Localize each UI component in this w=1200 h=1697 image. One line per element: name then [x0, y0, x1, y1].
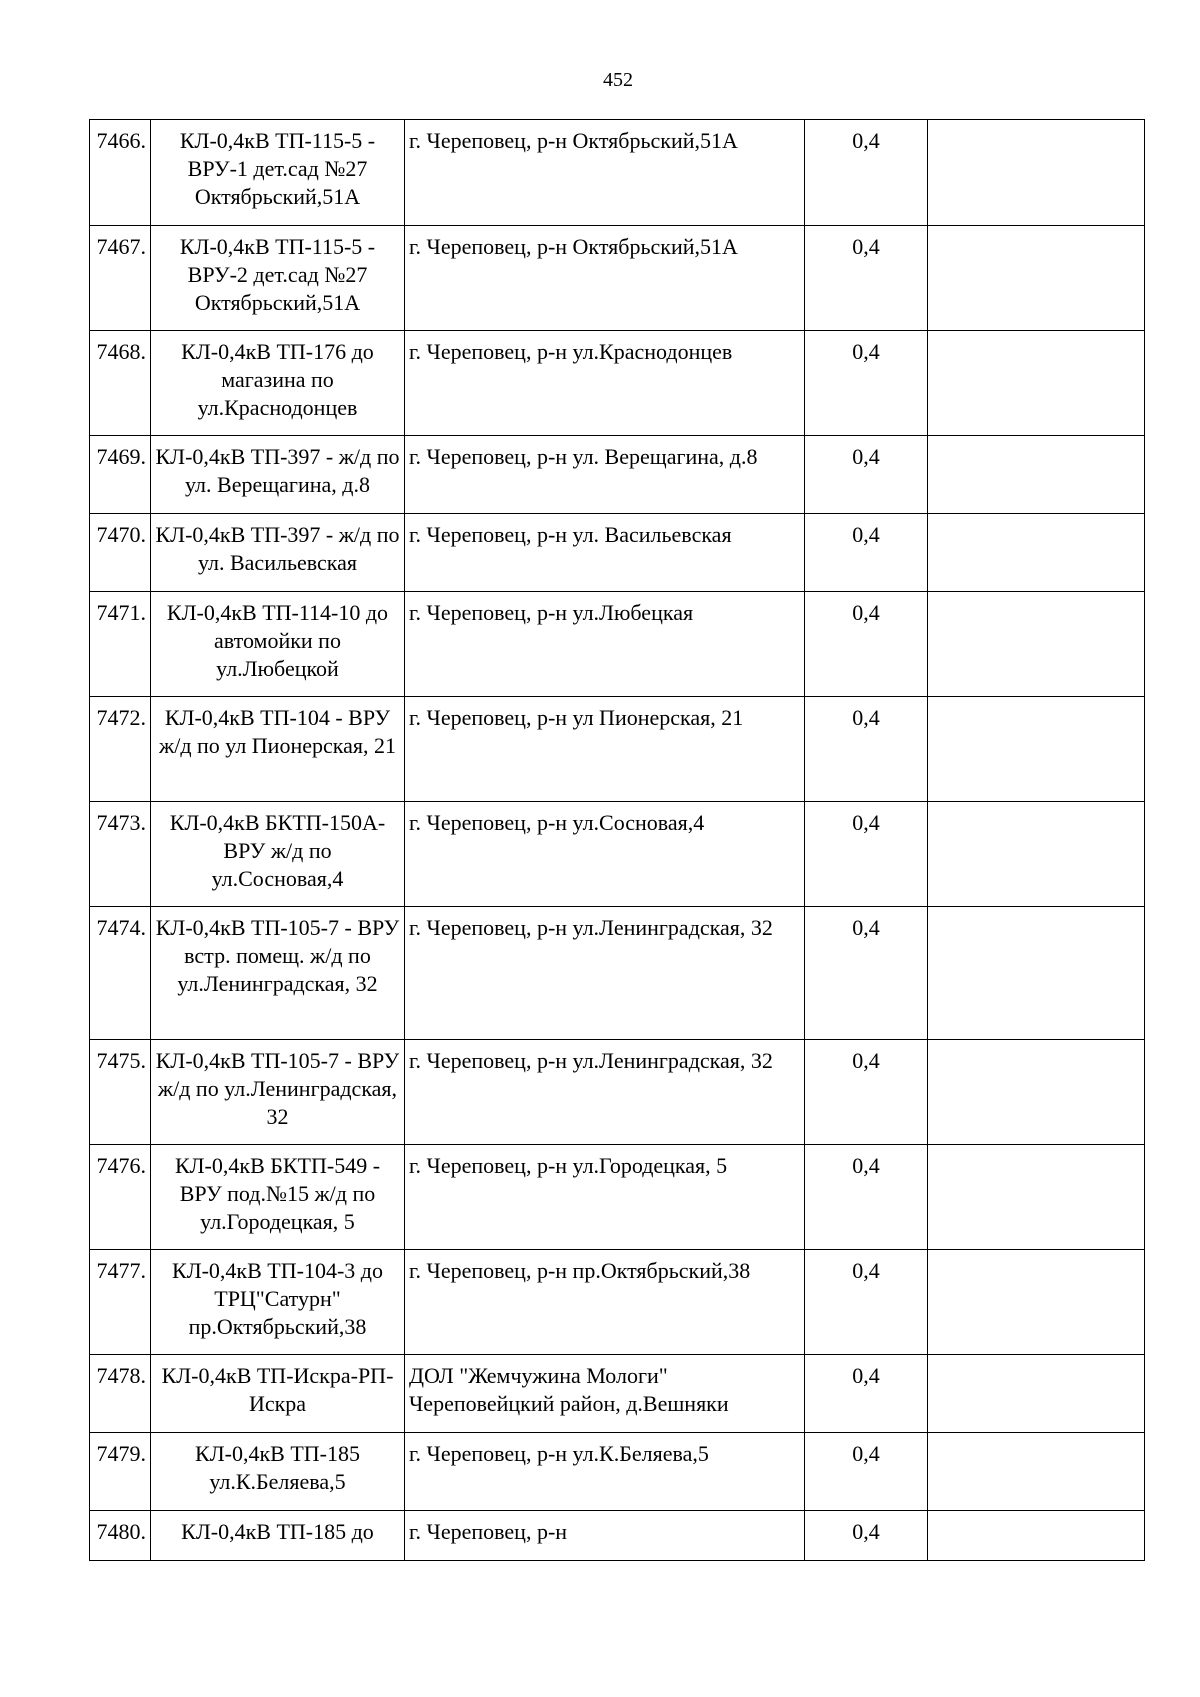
empty-cell: [928, 907, 1145, 1040]
table-row: [90, 1511, 1145, 1561]
line-name: КЛ-0,4кВ ТП-185 до: [151, 1511, 405, 1561]
table-row: [90, 1355, 1145, 1433]
line-address: г. Череповец, р-н ул.Ленинградская, 32: [405, 1040, 805, 1145]
voltage-value: 0,4: [805, 907, 928, 1040]
empty-cell: [928, 1145, 1145, 1250]
voltage-value: 0,4: [805, 1355, 928, 1433]
voltage-value: 0,4: [805, 514, 928, 592]
empty-cell: [928, 802, 1145, 907]
empty-cell: [928, 1433, 1145, 1511]
table-row: [90, 331, 1145, 436]
empty-cell: [928, 592, 1145, 697]
line-address: г. Череповец, р-н ул.К.Беляева,5: [405, 1433, 805, 1511]
voltage-value: 0,4: [805, 1145, 928, 1250]
line-name: КЛ-0,4кВ ТП-397 - ж/д по ул. Верещагина, д.8: [151, 436, 405, 514]
empty-cell: [928, 1040, 1145, 1145]
empty-cell: [928, 514, 1145, 592]
line-address: г. Череповец, р-н ул.Любецкая: [405, 592, 805, 697]
line-name: КЛ-0,4кВ БКТП-150А-ВРУ ж/д по ул.Сосновая,4: [151, 802, 405, 907]
table-row: [90, 802, 1145, 907]
voltage-value: 0,4: [805, 1250, 928, 1355]
row-number: 7478.: [90, 1355, 151, 1433]
table-row: [90, 1145, 1145, 1250]
table-row: [90, 907, 1145, 1040]
line-name: КЛ-0,4кВ ТП-104-3 до ТРЦ"Сатурн" пр.Октябрьский,38: [151, 1250, 405, 1355]
row-number: 7479.: [90, 1433, 151, 1511]
line-address: г. Череповец, р-н ул.Сосновая,4: [405, 802, 805, 907]
line-address: г. Череповец, р-н ул.Краснодонцев: [405, 331, 805, 436]
line-address: г. Череповец, р-н: [405, 1511, 805, 1561]
row-number: 7476.: [90, 1145, 151, 1250]
line-name: КЛ-0,4кВ ТП-176 до магазина по ул.Краснодонцев: [151, 331, 405, 436]
row-number: 7475.: [90, 1040, 151, 1145]
table-row: [90, 436, 1145, 514]
line-name: КЛ-0,4кВ ТП-Искра-РП-Искра: [151, 1355, 405, 1433]
empty-cell: [928, 697, 1145, 802]
row-number: 7480.: [90, 1511, 151, 1561]
line-address: г. Череповец, р-н ул. Верещагина, д.8: [405, 436, 805, 514]
line-address: г. Череповец, р-н ул.Городецкая, 5: [405, 1145, 805, 1250]
line-name: КЛ-0,4кВ ТП-104 - ВРУ ж/д по ул Пионерская, 21: [151, 697, 405, 802]
line-address: г. Череповец, р-н ул Пионерская, 21: [405, 697, 805, 802]
empty-cell: [928, 226, 1145, 331]
row-number: 7470.: [90, 514, 151, 592]
row-number: 7467.: [90, 226, 151, 331]
table-row: [90, 697, 1145, 802]
voltage-value: 0,4: [805, 592, 928, 697]
empty-cell: [928, 1355, 1145, 1433]
table-row: [90, 120, 1145, 226]
table-row: [90, 1250, 1145, 1355]
voltage-value: 0,4: [805, 1511, 928, 1561]
line-name: КЛ-0,4кВ ТП-115-5 - ВРУ-1 дет.сад №27 Октябрьский,51А: [151, 120, 405, 226]
row-number: 7471.: [90, 592, 151, 697]
row-number: 7477.: [90, 1250, 151, 1355]
table-row: [90, 592, 1145, 697]
line-address: г. Череповец, р-н ул. Васильевская: [405, 514, 805, 592]
empty-cell: [928, 1250, 1145, 1355]
line-name: КЛ-0,4кВ ТП-115-5 - ВРУ-2 дет.сад №27 Октябрьский,51А: [151, 226, 405, 331]
line-address: г. Череповец, р-н Октябрьский,51А: [405, 120, 805, 226]
empty-cell: [928, 1511, 1145, 1561]
voltage-value: 0,4: [805, 120, 928, 226]
row-number: 7469.: [90, 436, 151, 514]
line-name: КЛ-0,4кВ ТП-105-7 - ВРУ встр. помещ. ж/д по ул.Ленинградская, 32: [151, 907, 405, 1040]
voltage-value: 0,4: [805, 226, 928, 331]
voltage-value: 0,4: [805, 331, 928, 436]
line-name: КЛ-0,4кВ БКТП-549 - ВРУ под.№15 ж/д по ул.Городецкая, 5: [151, 1145, 405, 1250]
voltage-value: 0,4: [805, 436, 928, 514]
voltage-value: 0,4: [805, 1433, 928, 1511]
line-name: КЛ-0,4кВ ТП-397 - ж/д по ул. Васильевская: [151, 514, 405, 592]
table-row: [90, 514, 1145, 592]
line-name: КЛ-0,4кВ ТП-185 ул.К.Беляева,5: [151, 1433, 405, 1511]
empty-cell: [928, 120, 1145, 226]
voltage-value: 0,4: [805, 1040, 928, 1145]
page-number: 452: [603, 69, 633, 91]
table-row: [90, 1040, 1145, 1145]
table-row: [90, 226, 1145, 331]
row-number: 7466.: [90, 120, 151, 226]
line-address: г. Череповец, р-н Октябрьский,51А: [405, 226, 805, 331]
table-row: [90, 1433, 1145, 1511]
voltage-value: 0,4: [805, 802, 928, 907]
row-number: 7473.: [90, 802, 151, 907]
row-number: 7474.: [90, 907, 151, 1040]
line-address: ДОЛ "Жемчужина Мологи" Череповейцкий район, д.Вешняки: [405, 1355, 805, 1433]
empty-cell: [928, 436, 1145, 514]
line-address: г. Череповец, р-н пр.Октябрьский,38: [405, 1250, 805, 1355]
line-address: г. Череповец, р-н ул.Ленинградская, 32: [405, 907, 805, 1040]
line-name: КЛ-0,4кВ ТП-105-7 - ВРУ ж/д по ул.Ленинградская, 32: [151, 1040, 405, 1145]
line-name: КЛ-0,4кВ ТП-114-10 до автомойки по ул.Любецкой: [151, 592, 405, 697]
row-number: 7468.: [90, 331, 151, 436]
voltage-value: 0,4: [805, 697, 928, 802]
row-number: 7472.: [90, 697, 151, 802]
empty-cell: [928, 331, 1145, 436]
registry-table: [89, 119, 1145, 1561]
